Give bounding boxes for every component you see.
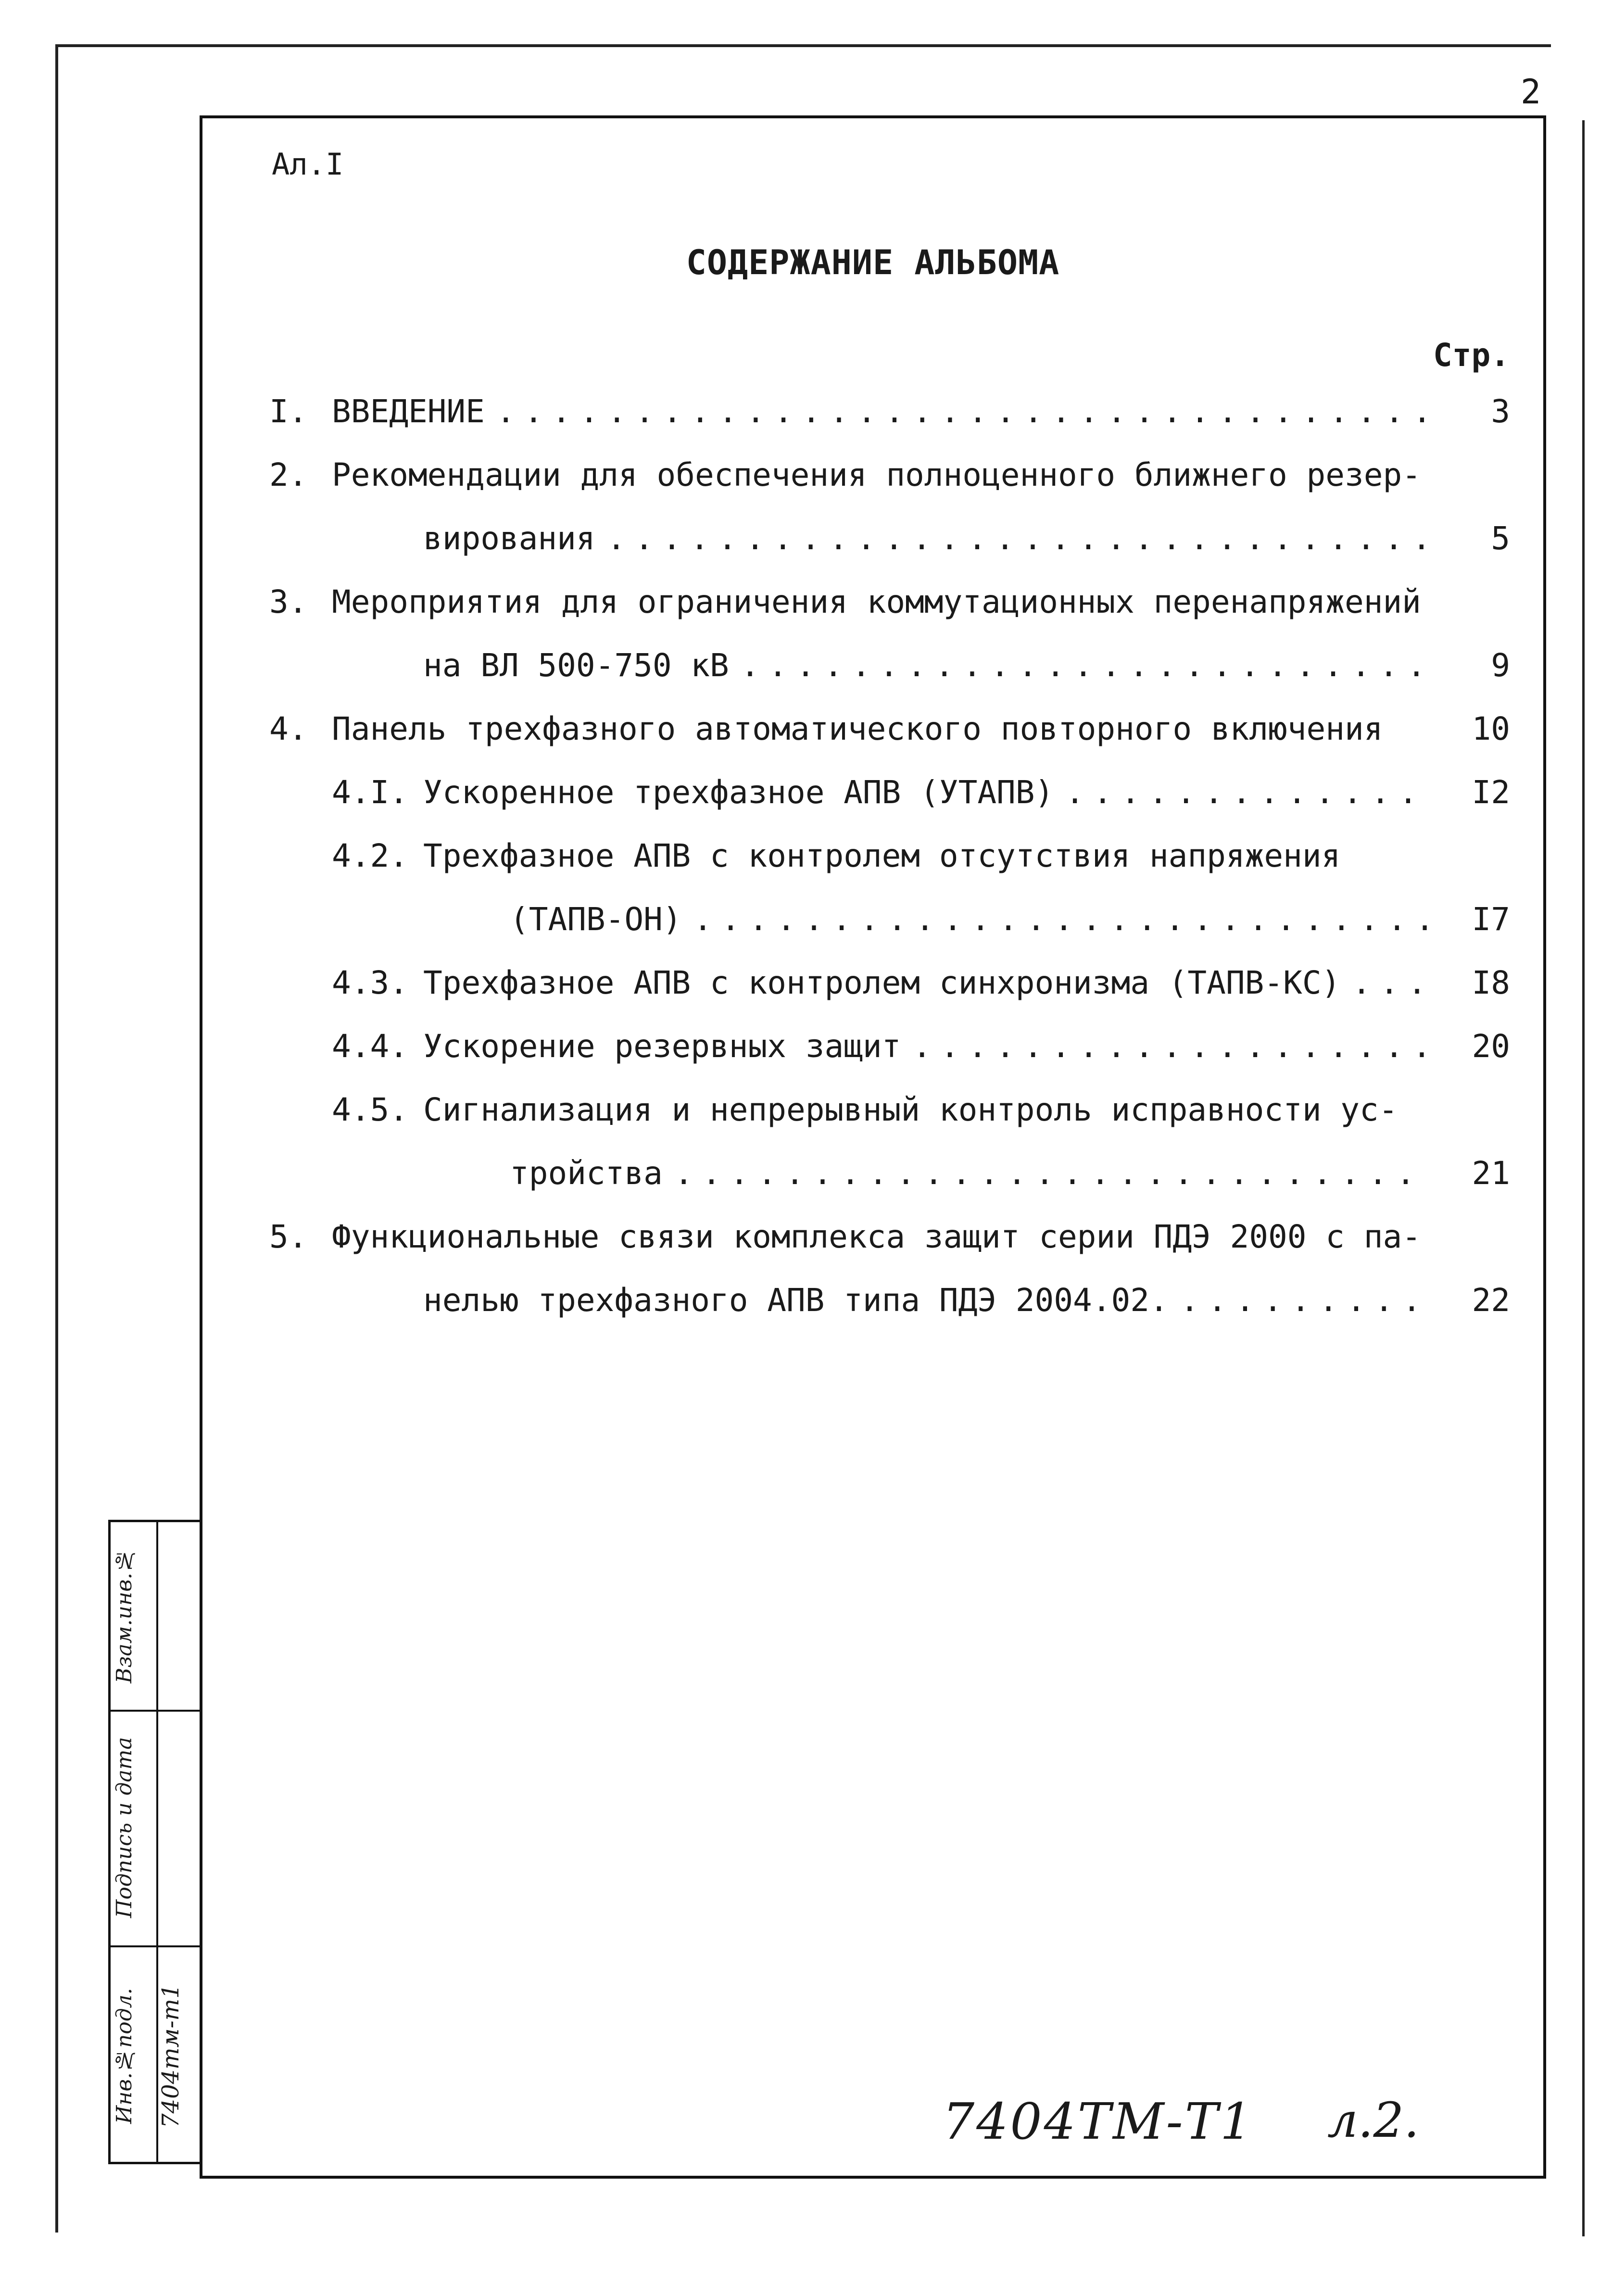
- toc-entry-page: 10: [1472, 710, 1510, 747]
- toc-entry-text: ВВЕДЕНИЕ ..................................: [332, 380, 1440, 443]
- album-label: Ал.I: [272, 147, 344, 182]
- toc-entry: [269, 1205, 1510, 1269]
- outer-frame-top: [55, 44, 1551, 47]
- toc-leader-dots: .............: [1065, 774, 1426, 811]
- toc-entry-text: тройства ...........................: [510, 1142, 1424, 1205]
- toc-entry: [269, 1269, 1510, 1332]
- sheet-reference: л.2.: [1327, 2092, 1419, 2148]
- toc-entry-number: 2.: [269, 456, 308, 493]
- toc-entry: [269, 951, 1510, 1015]
- toc-entry-text: Рекомендации для обеспечения полноценного ближнего резер-: [332, 456, 1421, 493]
- toc-entry-number: 4.3.: [332, 964, 408, 1001]
- toc-entry: [269, 570, 1510, 634]
- toc-entry: [269, 443, 1510, 507]
- toc-entry-number: 4.I.: [332, 774, 408, 811]
- toc-entry-text: Панель трехфазного автоматического повторного включения: [332, 710, 1383, 747]
- sheet-number: 2: [1520, 72, 1541, 112]
- toc-entry-text: нелью трехфазного АПВ типа ПДЭ 2004.02. .........: [423, 1269, 1430, 1332]
- toc-entry: [269, 507, 1510, 570]
- page-column-header: Стр.: [1433, 337, 1510, 374]
- toc-entry-text: Трехфазное АПВ с контролем синхронизма (ТАПВ-КС) ...: [423, 951, 1436, 1015]
- stamp-label-sign-date: Подпись и дата: [112, 1737, 137, 1918]
- document-code: 7404ТМ-Т1: [943, 2092, 1254, 2151]
- toc-entry-number: 4.2.: [332, 837, 408, 874]
- toc-leader-dots: .........: [1180, 1282, 1430, 1319]
- stamp-label-inv-orig: Инв.№подл.: [112, 1988, 137, 2124]
- toc-entry-number: 4.: [269, 710, 308, 747]
- toc-entry-text: на ВЛ 500-750 кВ .........................: [423, 634, 1435, 697]
- toc-entry: [269, 634, 1510, 697]
- toc-leader-dots: ...........................: [674, 1155, 1424, 1192]
- toc-entry-number: 5.: [269, 1218, 308, 1255]
- outer-frame-left: [55, 44, 58, 2233]
- toc-entry-page: 20: [1472, 1028, 1510, 1065]
- outer-frame-right: [1582, 120, 1585, 2236]
- toc-entry-page: 21: [1472, 1155, 1510, 1192]
- toc-leader-dots: ...: [1352, 964, 1436, 1001]
- toc-entry-text: Сигнализация и непрерывный контроль исправности ус-: [423, 1091, 1398, 1128]
- stamp-row-divider: [111, 1945, 200, 1947]
- toc-entry-page: 5: [1491, 520, 1510, 557]
- toc-leader-dots: .........................: [740, 647, 1435, 684]
- toc-entry-page: I7: [1472, 901, 1510, 938]
- toc-entry-text: Мероприятия для ограничения коммутационных перенапряжений: [332, 583, 1421, 620]
- toc-leader-dots: ...................: [912, 1028, 1440, 1065]
- toc-entry-text: (ТАПВ-ОН) ...........................: [510, 888, 1443, 951]
- toc-leader-dots: ..................................: [496, 393, 1440, 430]
- toc-entry: [269, 380, 1510, 443]
- stamp-row-divider: [111, 1710, 200, 1712]
- toc-leader-dots: ...........................: [693, 901, 1443, 938]
- table-of-contents: [269, 380, 1510, 1332]
- side-stamp-table: [108, 1520, 202, 2164]
- toc-entry-page: 9: [1491, 647, 1510, 684]
- stamp-value-inv-orig: 7404тм-т1: [157, 1984, 184, 2128]
- toc-entry-page: I8: [1472, 964, 1510, 1001]
- toc-entry: [269, 888, 1510, 951]
- toc-entry-page: 22: [1472, 1282, 1510, 1319]
- toc-entry-text: вирования ..............................: [423, 507, 1440, 570]
- toc-entry-text: Трехфазное АПВ с контролем отсутствия напряжения: [423, 837, 1341, 874]
- toc-entry-number: I.: [269, 393, 308, 430]
- page-title: СОДЕРЖАНИЕ АЛЬБОМА: [686, 243, 1060, 282]
- toc-entry: [269, 1142, 1510, 1205]
- toc-entry-text: Ускоренное трехфазное АПВ (УТАПВ) .............: [423, 761, 1426, 824]
- toc-entry-text: Функциональные связи комплекса защит серии ПДЭ 2000 с па-: [332, 1218, 1421, 1255]
- toc-entry-page: 3: [1491, 393, 1510, 430]
- toc-entry: [269, 697, 1510, 761]
- toc-leader-dots: ..............................: [606, 520, 1440, 557]
- toc-entry-number: 3.: [269, 583, 308, 620]
- toc-entry-number: 4.5.: [332, 1091, 408, 1128]
- toc-entry: [269, 824, 1510, 888]
- toc-entry-number: 4.4.: [332, 1028, 408, 1065]
- toc-entry-page: I2: [1472, 774, 1510, 811]
- toc-entry: [269, 1078, 1510, 1142]
- stamp-label-inv-dup: Взам.инв.№: [112, 1548, 137, 1684]
- toc-entry: [269, 761, 1510, 824]
- toc-entry: [269, 1015, 1510, 1078]
- toc-entry-text: Ускорение резервных защит ...................: [423, 1015, 1440, 1078]
